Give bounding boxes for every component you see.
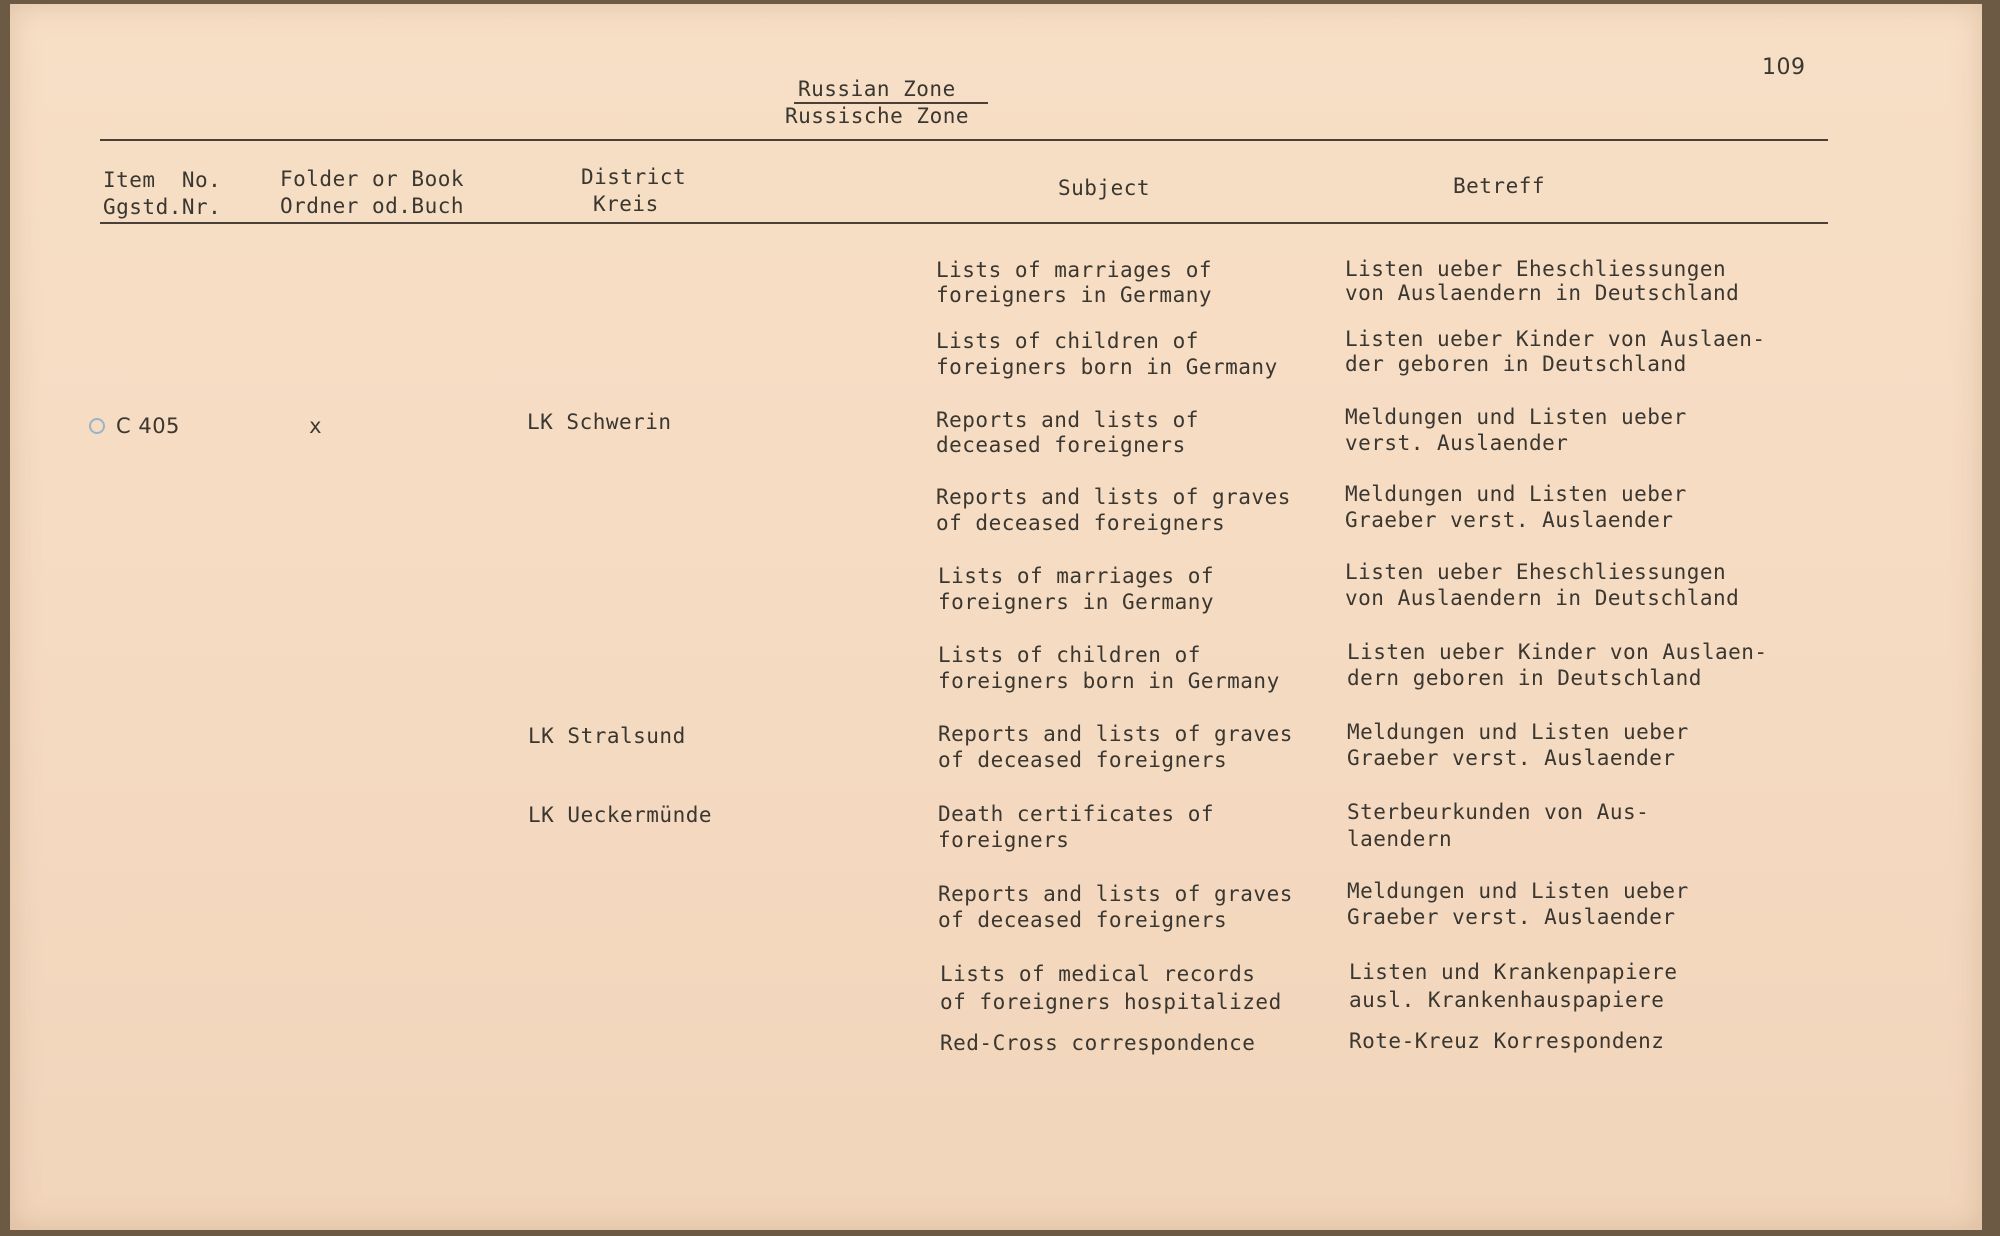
row-6-subject-line-2: foreigners born in Germany	[938, 669, 1280, 693]
row-9-betreff-line-1: Meldungen und Listen ueber	[1347, 879, 1689, 903]
zone-title-de: Russische Zone	[785, 104, 970, 128]
row-1-betreff-line-2: von Auslaendern in Deutschland	[1345, 281, 1740, 305]
row-8-subject-line-2: foreigners	[938, 828, 1070, 852]
header-folder-en: Folder or Book	[280, 167, 465, 191]
row-2-subject-line-2: foreigners born in Germany	[936, 355, 1278, 379]
header-bottom-rule	[100, 222, 1828, 224]
header-betreff: Betreff	[1453, 174, 1546, 198]
district-schwerin: LK Schwerin	[527, 410, 672, 434]
row-11-betreff-line-1: Rote-Kreuz Korrespondenz	[1349, 1029, 1665, 1053]
row-4-betreff-line-1: Meldungen und Listen ueber	[1345, 482, 1687, 506]
row-1-subject-line-2: foreigners in Germany	[936, 283, 1213, 307]
row-8-subject-line-1: Death certificates of	[938, 802, 1215, 826]
row-3-subject-line-1: Reports and lists of	[936, 408, 1199, 432]
row-3-betreff-line-1: Meldungen und Listen ueber	[1345, 405, 1687, 429]
document-page	[10, 4, 1982, 1230]
row-6-subject-line-1: Lists of children of	[938, 643, 1201, 667]
row-11-subject-line-1: Red-Cross correspondence	[940, 1031, 1256, 1055]
row-9-subject-line-2: of deceased foreigners	[938, 908, 1228, 932]
row-3-betreff-line-2: verst. Auslaender	[1345, 431, 1569, 455]
header-top-rule	[100, 139, 1828, 141]
row-6-betreff-line-2: dern geboren in Deutschland	[1347, 666, 1702, 690]
row-8-betreff-line-2: laendern	[1347, 827, 1453, 851]
row-10-betreff-line-1: Listen und Krankenpapiere	[1349, 960, 1678, 984]
row-1-betreff-line-1: Listen ueber Eheschliessungen	[1345, 257, 1727, 281]
district-ueckermuende: LK Ueckermünde	[528, 803, 713, 827]
row-7-betreff-line-1: Meldungen und Listen ueber	[1347, 720, 1689, 744]
header-item-de: Ggstd.Nr.	[103, 195, 222, 219]
header-item-en: Item No.	[103, 168, 222, 192]
row-5-betreff-line-1: Listen ueber Eheschliessungen	[1345, 560, 1727, 584]
row-5-subject-line-1: Lists of marriages of	[938, 564, 1215, 588]
header-subject: Subject	[1058, 176, 1151, 200]
row-5-subject-line-2: foreigners in Germany	[938, 590, 1215, 614]
row-4-betreff-line-2: Graeber verst. Auslaender	[1345, 508, 1674, 532]
item-number: C 405	[116, 414, 180, 438]
row-2-betreff-line-1: Listen ueber Kinder von Auslaen-	[1345, 327, 1766, 351]
punch-hole-icon	[89, 418, 105, 434]
header-district-de: Kreis	[593, 192, 659, 216]
folder-mark: x	[309, 414, 323, 438]
page-number: 109	[1762, 55, 1806, 80]
row-3-subject-line-2: deceased foreigners	[936, 433, 1186, 457]
row-6-betreff-line-1: Listen ueber Kinder von Auslaen-	[1347, 640, 1768, 664]
header-folder-de: Ordner od.Buch	[280, 194, 465, 218]
row-10-subject-line-2: of foreigners hospitalized	[940, 990, 1282, 1014]
row-7-subject-line-2: of deceased foreigners	[938, 748, 1228, 772]
row-9-betreff-line-2: Graeber verst. Auslaender	[1347, 905, 1676, 929]
district-stralsund: LK Stralsund	[528, 724, 686, 748]
row-5-betreff-line-2: von Auslaendern in Deutschland	[1345, 586, 1740, 610]
row-1-subject-line-1: Lists of marriages of	[936, 258, 1213, 282]
row-9-subject-line-1: Reports and lists of graves	[938, 882, 1293, 906]
row-10-betreff-line-2: ausl. Krankenhauspapiere	[1349, 988, 1665, 1012]
header-district-en: District	[581, 165, 687, 189]
row-2-betreff-line-2: der geboren in Deutschland	[1345, 352, 1687, 376]
zone-title-en: Russian Zone	[798, 77, 956, 101]
row-7-subject-line-1: Reports and lists of graves	[938, 722, 1293, 746]
row-4-subject-line-2: of deceased foreigners	[936, 511, 1226, 535]
row-8-betreff-line-1: Sterbeurkunden von Aus-	[1347, 800, 1650, 824]
row-4-subject-line-1: Reports and lists of graves	[936, 485, 1291, 509]
row-10-subject-line-1: Lists of medical records	[940, 962, 1256, 986]
row-2-subject-line-1: Lists of children of	[936, 329, 1199, 353]
row-7-betreff-line-2: Graeber verst. Auslaender	[1347, 746, 1676, 770]
